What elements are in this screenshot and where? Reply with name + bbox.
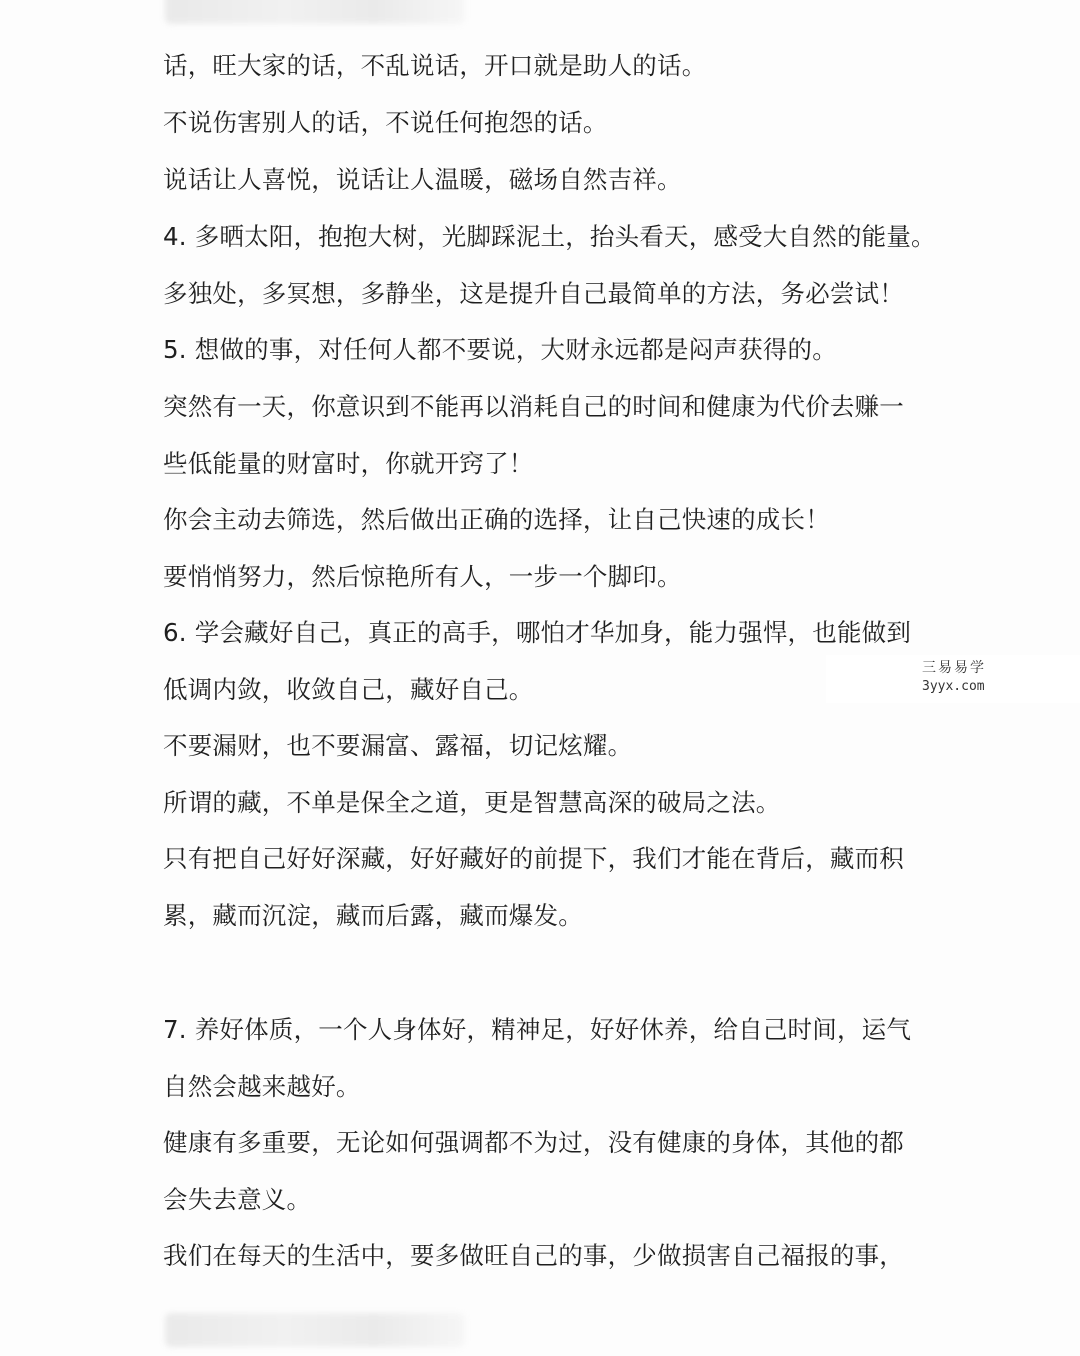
text-line: 说话让人喜悦，说话让人温暖，磁场自然吉祥。	[163, 165, 682, 194]
text-line: 7. 养好体质，一个人身体好，精神足，好好休养，给自己时间，运气	[163, 1015, 912, 1044]
text-line: 自然会越来越好。	[163, 1072, 361, 1101]
text-line: 些低能量的财富时，你就开窍了！	[163, 449, 534, 478]
watermark-name: 三易易学	[922, 660, 986, 676]
text-line: 5. 想做的事，对任何人都不要说，大财永远都是闷声获得的。	[163, 335, 837, 364]
text-line: 突然有一天，你意识到不能再以消耗自己的时间和健康为代价去赚一	[163, 392, 904, 421]
text-line: 不要漏财，也不要漏富、露福，切记炫耀。	[163, 731, 633, 760]
blurred-header-text	[165, 0, 465, 24]
text-line: 不说伤害别人的话，不说任何抱怨的话。	[163, 108, 608, 137]
text-line: 话，旺大家的话，不乱说话，开口就是助人的话。	[163, 51, 707, 80]
text-line: 健康有多重要，无论如何强调都不为过，没有健康的身体，其他的都	[163, 1128, 904, 1157]
text-line: 只有把自己好好深藏，好好藏好的前提下，我们才能在背后，藏而积	[163, 844, 904, 873]
text-line: 所谓的藏，不单是保全之道，更是智慧高深的破局之法。	[163, 788, 781, 817]
text-line: 累，藏而沉淀，藏而后露，藏而爆发。	[163, 901, 583, 930]
text-line: 多独处，多冥想，多静坐，这是提升自己最简单的方法，务必尝试！	[163, 279, 904, 308]
text-line: 要悄悄努力，然后惊艳所有人，一步一个脚印。	[163, 562, 682, 591]
watermark	[826, 655, 1080, 703]
text-line: 我们在每天的生活中，要多做旺自己的事，少做损害自己福报的事，	[163, 1241, 904, 1270]
text-line: 4. 多晒太阳，抱抱大树，光脚踩泥土，抬头看天，感受大自然的能量。	[163, 222, 936, 251]
text-line: 会失去意义。	[163, 1185, 312, 1214]
text-line: 你会主动去筛选，然后做出正确的选择，让自己快速的成长！	[163, 505, 830, 534]
text-line: 6. 学会藏好自己，真正的高手，哪怕才华加身，能力强悍，也能做到	[163, 618, 912, 647]
text-line: 低调内敛，收敛自己，藏好自己。	[163, 675, 534, 704]
watermark-site: 3yyx.com	[922, 679, 985, 694]
blurred-footer-text	[165, 1313, 465, 1347]
